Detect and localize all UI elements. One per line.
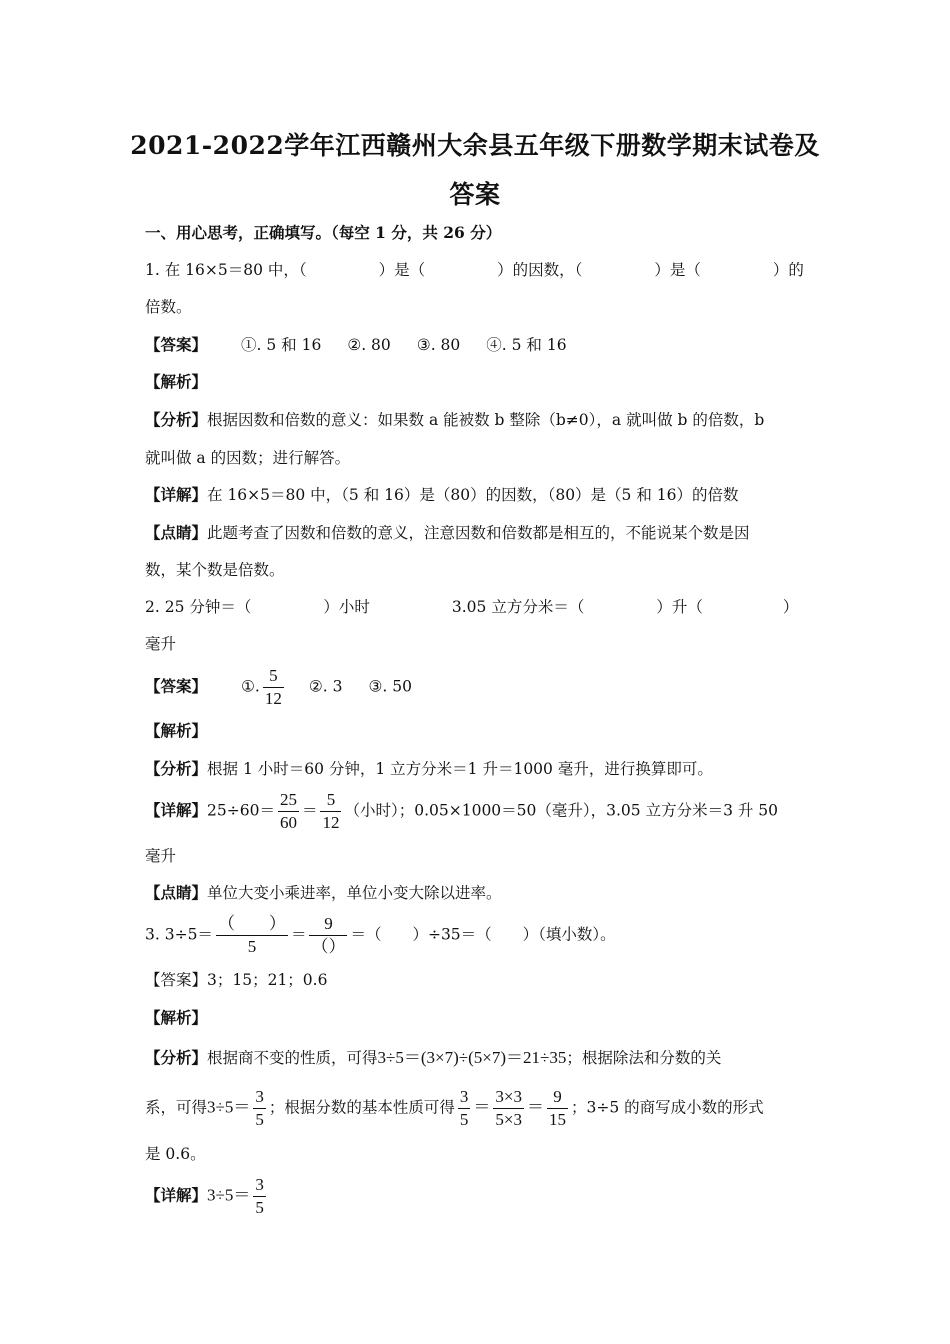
fraction-denominator: 5×3 [495, 1110, 522, 1129]
q1-dianjing [145, 522, 750, 544]
q3-part: 3. 3÷5＝ [145, 925, 213, 944]
q1-dianjing-cont: 数，某个数是倍数。 [145, 561, 285, 579]
answer-item: ④. 5 和 16 [486, 336, 567, 354]
q1-part: 1. 在 16×5＝80 中，（ [145, 261, 307, 279]
fraction-blank[interactable] [309, 913, 347, 958]
q2-part: ） [782, 598, 799, 616]
fenxi-label: 【分析】 [145, 410, 208, 429]
question-1-line2: 倍数。 [145, 298, 192, 316]
q1-answer [145, 334, 567, 356]
q2-part: 2. 25 分钟＝（ [145, 598, 252, 616]
fenxi-text: 根据 1 小时＝60 分钟，1 立方分米＝1 升＝1000 毫升，进行换算即可。 [207, 760, 713, 778]
q1-part: ）的因数，（ [497, 261, 583, 279]
question-1-line1 [145, 259, 804, 281]
q1-part: ）的 [772, 261, 804, 279]
fenxi-text: 系，可得 [145, 1098, 208, 1117]
fraction [253, 1086, 266, 1131]
dianjing-label: 【点睛】 [145, 523, 208, 542]
xiangjie-label: 【详解】 [145, 485, 208, 504]
xiangjie-label: 【详解】 [145, 800, 208, 820]
fraction-numerator: 9 [547, 1086, 568, 1109]
fraction-numerator: 25 [278, 789, 299, 812]
xiangjie-label: 【详解】 [145, 1185, 208, 1205]
fraction [493, 1086, 524, 1131]
q3-part: ＝（ ）÷35＝（ ）（填小数）。 [350, 925, 616, 944]
fraction-denominator: 15 [548, 1110, 566, 1129]
equals-sign: ＝ [473, 1097, 491, 1117]
q1-jiexi-label: 【解析】 [145, 372, 208, 391]
fraction-numerator: 3 [458, 1086, 471, 1109]
fraction [263, 665, 284, 710]
math-expression: 3÷5＝(3×7)÷(5×7)＝21÷35 [377, 1048, 567, 1067]
fraction-denominator: 5 [255, 1198, 264, 1217]
q1-fenxi-cont: 就叫做 a 的因数；进行解答。 [145, 449, 351, 467]
fenxi-text: 根据商不变的性质，可得 [207, 1049, 378, 1067]
q1-xiangjie [145, 484, 739, 506]
answer-item: ③. 50 [368, 677, 412, 696]
question-3 [145, 913, 616, 958]
fraction-numerator: 3×3 [493, 1086, 524, 1109]
dianjing-text: 单位大变小乘进率，单位小变大除以进率。 [207, 884, 502, 902]
q2-xiangjie-cont: 毫升 [145, 847, 177, 865]
answer-item: ①. 5 和 16 [241, 336, 322, 354]
question-2-line2: 毫升 [145, 635, 177, 653]
q2-part: ）小时 [323, 598, 370, 616]
fraction-denominator: 12 [322, 813, 340, 832]
xiangjie-text: （小时）；0.05×1000＝50（毫升），3.05 立方分米＝3 升 50 [344, 801, 779, 820]
question-2-line1 [145, 596, 798, 618]
math-expression: 3÷5＝ [207, 1185, 251, 1205]
fraction [547, 1086, 568, 1131]
fraction-denominator: 5 [459, 1110, 469, 1129]
fraction-numerator: （ ） [216, 913, 288, 936]
equals-sign: ＝ [526, 1097, 544, 1117]
q3-fenxi [145, 1047, 721, 1069]
fraction-numerator: 5 [320, 789, 341, 812]
answer-item: ①. [241, 677, 260, 696]
fraction-denominator: （） [311, 937, 346, 956]
answer-item: ②. 80 [347, 336, 391, 354]
answer-item: ③. 80 [416, 336, 461, 354]
q1-part: ）是（ [378, 261, 426, 279]
fenxi-label: 【分析】 [145, 759, 208, 778]
dianjing-text: 此题考查了因数和倍数的意义，注意因数和倍数都是相互的，不能说某个数是因 [207, 524, 750, 542]
answer-item: ②. 3 [308, 677, 343, 696]
section-heading: 一、用心思考，正确填写。（每空 1 分，共 26 分） [145, 223, 502, 242]
fraction-denominator: 12 [264, 689, 282, 708]
q2-part: ）升（ [656, 598, 703, 616]
equals-sign: ＝ [290, 925, 307, 944]
fraction-numerator: 5 [263, 665, 284, 688]
equals-sign: ＝ [301, 801, 318, 820]
q3-jiexi-label: 【解析】 [145, 1008, 208, 1027]
math-expression: 3÷5＝ [207, 1097, 251, 1117]
fraction [278, 789, 299, 834]
fenxi-text: ；根据除法和分数的关 [566, 1049, 722, 1067]
dianjing-label: 【点睛】 [145, 883, 208, 902]
fraction-numerator: 9 [309, 913, 347, 936]
fenxi-text: ；根据分数的基本性质可得 [268, 1098, 455, 1117]
q3-fenxi-line3: 是 0.6。 [145, 1145, 206, 1163]
q2-jiexi-label: 【解析】 [145, 721, 208, 740]
fenxi-label: 【分析】 [145, 1048, 208, 1067]
q2-dianjing [145, 882, 502, 904]
q2-part: 3.05 立方分米＝（ [451, 598, 585, 616]
doc-title-line2: 答案 [449, 180, 501, 209]
xiangjie-text: 25÷60＝ [207, 801, 275, 820]
fraction-denominator: 5 [255, 1110, 264, 1129]
q3-fenxi-line2 [145, 1086, 764, 1131]
doc-title-line1: 2021-2022学年江西赣州大余县五年级下册数学期末试卷及 [130, 131, 820, 160]
q2-xiangjie [145, 789, 778, 834]
fraction [320, 789, 341, 834]
q2-fenxi [145, 758, 713, 780]
fraction-denominator: 60 [279, 813, 297, 832]
fraction-numerator: 3 [253, 1086, 266, 1109]
q1-fenxi [145, 409, 764, 431]
answer-label: 【答案】 [145, 676, 208, 696]
fenxi-text: ；3÷5 的商写成小数的形式 [570, 1098, 764, 1117]
q3-answer: 【答案】3；15；21；0.6 [145, 971, 328, 989]
q1-part: ）是（ [654, 261, 701, 279]
fraction-numerator: 3 [253, 1174, 266, 1197]
fraction [458, 1086, 471, 1131]
answer-label: 【答案】 [145, 335, 208, 354]
fraction [253, 1174, 266, 1219]
q3-xiangjie [145, 1174, 269, 1219]
q2-answer [145, 665, 412, 710]
xiangjie-text: 在 16×5＝80 中，（5 和 16）是（80）的因数，（80）是（5 和 16）的倍数 [207, 486, 739, 504]
fraction-denominator: 5 [247, 937, 257, 956]
fenxi-text: 根据因数和倍数的意义：如果数 a 能被数 b 整除（b≠0），a 就叫做 b 的倍数，b [207, 411, 765, 429]
fraction-blank[interactable] [216, 913, 288, 958]
